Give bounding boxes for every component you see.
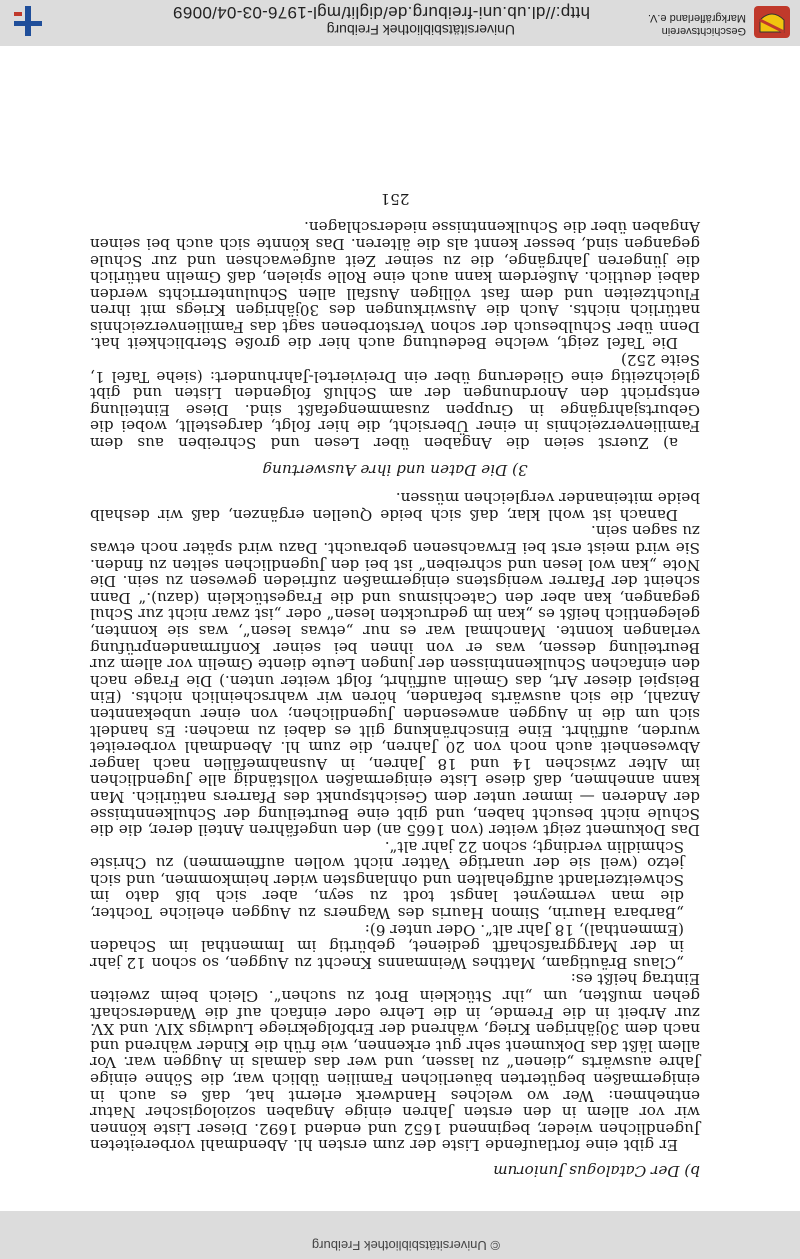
book-page	[90, 190, 700, 1179]
viewer-header-bar	[0, 0, 800, 46]
paragraph-angaben: a) Zuerst seien die Angaben über Lesen und Schreiben aus dem Familienverzeichnis in einer Übersicht, die hier folgt, dargestellt, wobei die Geburtsjahrgänge in Gruppen zusammengefaßt sind. Diese Einteilung entspricht den Anordnungen der am Schluß folgenden Listen und gibt gleichzeitig eine Gliederung über ein Dreiviertel-Jahrhundert: (siehe Tafel 1, Seite 252)	[90, 351, 700, 453]
library-name: Universitätsbibliothek Freiburg	[326, 22, 515, 38]
page-number: 251	[380, 189, 410, 208]
society-name-line2: Markgräflerland e.V.	[647, 12, 746, 24]
paragraph-catalogus: Er gibt eine fortlaufende Liste der zum ersten hl. Abendmahl vorbereiteten Jugendlichen wieder, beginnend 1652 und endend 1692. Dieser Liste können wir vor allem in den ersten Jahren einige Angaben soziologischer Natur entnehmen: Wer wo welches Handwerk erlernt hat, daß es auch in einigermaßen begüterten bäuerlichen Familien üblich war, die Söhne einige Jahre auswärts „dienen“ zu lassen, und wer das damals in Auggen war. Vor allem läßt das Dokument sehr gut erkennen, wie früh die Kinder während und nach dem 30jährigen Krieg, während der Erbfolgekriege Ludwigs XIV. und XV. zur Arbeit in die Fremde, in die Lehre oder einfach auf die Wanderschaft gehen mußten, um „ihr Stücklein Brot zu suchen“. Gleich beim zweiten Eintrag heißt es:	[90, 970, 700, 1155]
quote-claus: „Claus Bräutigam, Matthes Weinmanns Knecht zu Auggen, so schon 12 jahr in der Marggrafschafft gedienet, gebürtig im Immenthal im Schaden (Emmenthal), 18 Jahr alt“. Oder unter 6):	[90, 920, 684, 972]
society-name-line1: Geschichtsverein	[661, 25, 746, 37]
viewer-footer-bar	[0, 1211, 800, 1259]
quote-barbara: „Barbara Haurin, Simon Hauris des Wagners zu Auggen eheliche Tochter, die man vermeynet langst todt zu seyn, aber sich biß dato im Schweitzerlandt auffgehalten und ohnlangsten wider heimkommen, und sich jetzo (weil sie der unartige Vatter nicht wollen auffnemmen) zu Christe Schmidlin verdingt; schon 22 jahr alt“.	[90, 837, 684, 923]
copyright-note: © Universitätsbibliothek Freiburg	[311, 1238, 500, 1253]
society-crest-icon	[752, 4, 792, 40]
permalink-url[interactable]: http://dl.ub.uni-freiburg.de/diglit/mgl-1976-03-04/0069	[172, 3, 590, 22]
section-heading-b: b) Der Catalogus Juniorum	[493, 1162, 700, 1180]
paragraph-quellen: Danach ist wohl klar, daß sich beide Quellen ergänzen, daß wir deshalb beide miteinander vergleichen müssen.	[90, 489, 700, 524]
paragraph-dokument: Das Dokument zeigt weiter (von 1665 an) den ungefähren Anteil derer, die die Schule nicht besucht haben, und gibt eine Beurteilung der Schulkenntnisse der Anderen — immer unter dem Gesichtspunkt des Pfarrers natürlich. Man kann annehmen, daß diese Liste einigermaßen vollständig alle Jugendlichen im Alter zwischen 14 und 18 Jahren, in Ausnahmefällen nach langer Abwesenheit auch noch von 20 Jahren, die zum hl. Abendmahl vorbereitet wurden, aufführt. Eine Einschränkung gilt es dabei zu machen: Es handelt sich um die in Auggen anwesenden Jugendlichen; von einer unbekannten Anzahl, die sich auswärts befanden, hören wir wahrscheinlich nichts. (Ein Beispiel dieser Art, das Gmelin aufführt, folgt weiter unten.) Die Frage nach den einfachen Schulkenntnissen der jungen Leute diente Gmelin vor allem zur Beurteilung dessen, was er von ihnen bei seiner Konfirmandenprüfung verlangen konnte. Manchmal war es nur „etwas lesen“, was sie konnten, gelegentlich heißt es „kan im gedruckten lesen“ oder „ist zwar nicht zur Schul gegangen, kan aber den Catechismus und die Fragestücklein (dazu).“ Dann scheint der Pfarrer wenigstens einigermaßen zufrieden gewesen zu sein. Die Note „kan wol lesen und schreiben“ ist bei den Jugendlichen selten zu finden. Sie wird meist erst bei Erwachsenen gebraucht. Dazu wird später noch etwas zu sagen sein.	[90, 522, 700, 840]
paragraph-tafel: Die Tafel zeigt, welche Bedeutung auch hier die große Sterblichkeit hat. Denn über Schulbesuch der schon Verstorbenen sagt das Familienverzeichnis natürlich nichts. Auch die Auswirkungen des 30jährigen Kriegs mit ihren Fluchtzeiten und dem fast völligen Ausfall allen Schulunterrichts werden dabei deutlich. Außerdem kann auch eine Rolle spielen, daß Gmelin natürlich die jüngeren Jahrgänge, die zu seiner Zeit aufgewachsen und zur Schule gegangen sind, besser kennt als die älteren. Das könnte sich auch bei seinen Angaben über die Schulkenntnisse niederschlagen.	[90, 218, 700, 353]
university-logo-icon	[8, 4, 48, 40]
section-heading-3: 3) Die Daten und ihre Auswertung	[262, 460, 528, 479]
